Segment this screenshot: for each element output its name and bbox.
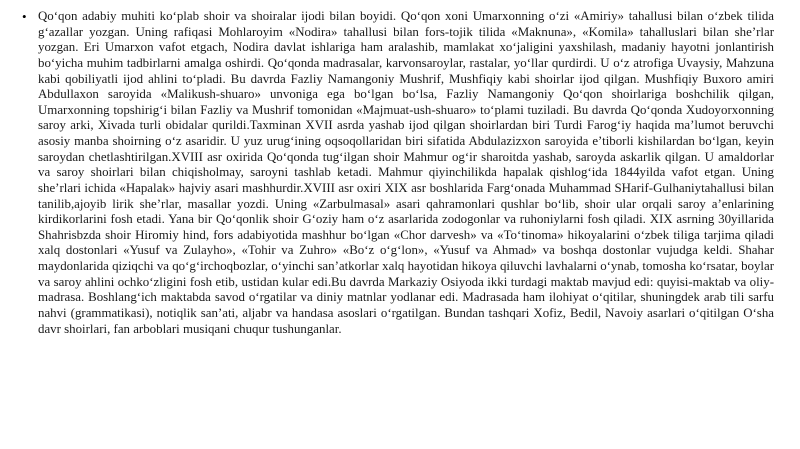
list-item (22, 9, 774, 337)
bullet-icon: • (22, 9, 27, 24)
bullet-list (22, 9, 774, 337)
body-paragraph: Qo‘qon adabiy muhiti ko‘plab shoir va shoiralar ijodi bilan boyidi. Qo‘qon xoni Umarxonning o‘zi «Amiriy» tahallusi bilan o‘zbek tilida g‘azallar yozgan. Uning rafiqasi Mohlaroyim «Nodira» tahallusi bilan fors-tojik tilida «Maknuna», «Komila» tahalluslari bilan she’rlar yozgan. Eri Umarxon vafot etgach, Nodira davlat ishlariga ham aralashib, mamlakat xo‘jaligini yaxshilash, madaniy hayotni jonlantirish bo‘yicha muhim tadbirlarni amalga oshirdi. Qo‘qonda madrasalar, karvonsaroylar, rastalar, yo‘llar qurdirdi. U o‘z atrofiga Uvaysiy, Mahzuna kabi qobiliyatli ijod ahlini to‘pladi. Bu davrda Fazliy Namangoniy Mushrif, Mushfiqiy kabi shoirlar ijod qilgan. Mushfiqiy Buxoro amiri Abdullaxon saroyida «Malikush-shuaro» unvoniga ega bo‘lgan bo‘lsa, Fazliy Namangoniy Qo‘qon shoirlariga boshchilik qilgan, Umarxonning topshirig‘i bilan Fazliy va Mushrif tomonidan «Majmuat-ush-shuaro» to‘plami tuziladi. Bu davrda Qo‘qonda Xudoyorxonning saroy arki, Xivada turli obidalar qurildi.Taxminan XVII asrda yashab ijod qilgan shoirlardan biri Turdi Farog‘iy haqida ma’lumot beruvchi asosiy manba shoirning o‘z asaridir. U yuz urug‘ining oqsoqollaridan biri sifatida Abdulazizxon saroyida e’tiborli kishilardan bo‘lgan, keyin saroydan chetlashtirilgan.XVIII asr oxirida Qo‘qonda tug‘ilgan shoir Mahmur og‘ir sharoitda yashab, saroyda askarlik qilgan. U amaldorlar va saroy shoirlari bilan chiqisholmay, saroyni tashlab ketadi. Mahmur qiyinchilikda hapalak qishlog‘ida 1844yilda vafot etgan. Uning she’rlari ichida «Hapalak» hajviy asari mashhurdir.XVIII asr oxiri XIX asr boshlarida Farg‘onada Muhammad SHarif-Gulhaniytahallusi bilan tanilib,ajoyib lirik she’rlar, masallar yozdi. Uning «Zarbulmasal» asari qahramonlari qushlar bo‘lib, shoir ular orqali saroy a’enlarining kirdikorlarini fosh etadi. Yana bir Qo‘qonlik shoir G‘oziy ham o‘z asarlarida zodogonlar va ruhoniylarni fosh qiladi. XIX asrning 30yillarida Shahrisbzda shoir Hiromiy hind, fors adabiyotida mashhur bo‘lgan «Chor darvesh» va «To‘tinoma» hikoyalarini o‘zbek tiliga tarjima qiladi xalq dostonlari «Yusuf va Zulayho», «Tohir va Zuhro» «Bo‘z o‘g‘lon», «Yusuf va Ahmad» va boshqa dostonlar vujudga keldi. Shahar maydonlarida qiziqchi va qo‘g‘irchoqbozlar, o‘yinchi san’atkorlar xalq hayotidan hikoya qiluvchi lavhalarni o‘ynab, tomosha ko‘rsatar, boylar va saroy ahlini ochko‘zligini fosh etib, ustidan kular edi.Bu davrda Markaziy Osiyoda ikki turdagi maktab mavjud edi: quyisi-maktab va oliy-madrasa. Boshlang‘ich maktabda savod o‘rgatilar va diniy matnlar yodlanar edi. Madrasada ham ilohiyat o‘qitilar, shuningdek arab tili sarfu nahvi (grammatikasi), notiqlik san’ati, aljabr va handasa asoslari o‘rgatilgan. Bundan tashqari Xofiz, Bedil, Navoiy asarlari o‘qitilgan O‘sha davr shoirlari, fan arboblari musiqani chuqur tushunganlar. (38, 9, 775, 336)
